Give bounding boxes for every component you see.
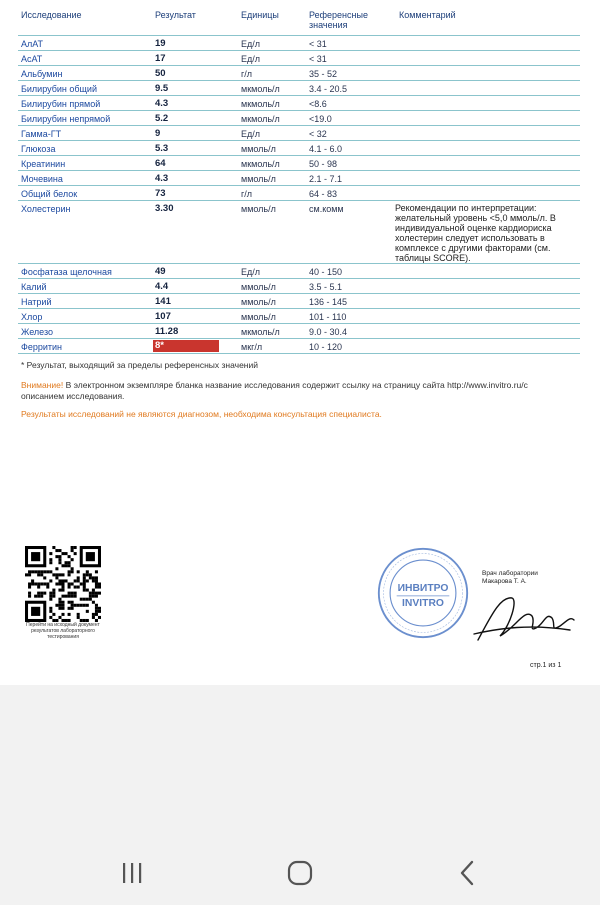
table-row xyxy=(0,279,600,294)
warning-note xyxy=(21,380,561,402)
result-comment: Рекомендации по интерпретации: желательный уровень <5,0 ммоль/л. В индивидуальной оценке кардиориска холестерин следует использовать в комплексе с другими факторами (см. таблицы SCORE). xyxy=(395,203,556,263)
result-name[interactable]: Креатинин xyxy=(21,159,66,169)
result-value: 8* xyxy=(153,340,219,352)
result-reference: 35 - 52 xyxy=(309,69,338,79)
result-unit: ммоль/л xyxy=(241,312,276,322)
result-reference: 40 - 150 xyxy=(309,267,343,277)
result-reference: < 31 xyxy=(309,54,327,64)
result-name[interactable]: Общий белок xyxy=(21,189,78,199)
result-unit: ммоль/л xyxy=(241,297,276,307)
result-unit: г/л xyxy=(241,189,253,199)
table-row xyxy=(0,66,600,81)
result-reference: см.комм xyxy=(309,204,344,214)
result-reference: 3.5 - 5.1 xyxy=(309,282,343,292)
doctor-signature xyxy=(470,588,580,648)
result-name[interactable]: Билирубин непрямой xyxy=(21,114,111,124)
result-unit: мкг/л xyxy=(241,342,263,352)
result-reference: < 31 xyxy=(309,39,327,49)
lab-stamp xyxy=(376,546,470,640)
header-units: Единицы xyxy=(241,10,279,20)
warning-text[interactable]: В электронном экземпляре бланка название исследования содержит ссылку на страницу сайта http://www.invitro.ru/с описанием исследования. xyxy=(21,380,528,401)
result-value: 3.30 xyxy=(155,203,174,214)
result-reference: < 32 xyxy=(309,129,327,139)
result-unit: мкмоль/л xyxy=(241,114,280,124)
result-unit: ммоль/л xyxy=(241,282,276,292)
result-name[interactable]: АсАТ xyxy=(21,54,43,64)
result-value: 5.2 xyxy=(155,113,169,124)
result-value: 73 xyxy=(155,188,166,199)
header-reference xyxy=(309,10,368,34)
row-divider xyxy=(18,353,580,354)
stamp-text-bottom: INVITRO xyxy=(402,598,444,610)
result-unit: мкмоль/л xyxy=(241,84,280,94)
result-value: 11.28 xyxy=(155,326,179,337)
result-value: 107 xyxy=(155,311,171,322)
header-comment: Комментарий xyxy=(399,10,456,20)
back-icon[interactable] xyxy=(448,858,488,888)
result-reference: 3.4 - 20.5 xyxy=(309,84,348,94)
table-row xyxy=(0,264,600,279)
table-row xyxy=(0,324,600,339)
result-value: 19 xyxy=(155,38,166,49)
result-unit: мкмоль/л xyxy=(241,99,280,109)
result-name[interactable]: Фосфатаза щелочная xyxy=(21,267,112,277)
result-name[interactable]: Натрий xyxy=(21,297,52,307)
result-reference: 10 - 120 xyxy=(309,342,343,352)
home-icon[interactable] xyxy=(280,858,320,888)
result-reference: 50 - 98 xyxy=(309,159,338,169)
result-reference: <8.6 xyxy=(309,99,327,109)
table-row xyxy=(0,126,600,141)
table-row xyxy=(0,186,600,201)
result-value: 4.3 xyxy=(155,173,169,184)
header-result: Результат xyxy=(155,10,196,20)
table-row xyxy=(0,156,600,171)
result-unit: г/л xyxy=(241,69,253,79)
result-unit: Ед/л xyxy=(241,54,261,64)
result-name[interactable]: Железо xyxy=(21,327,53,337)
table-row xyxy=(0,201,600,264)
result-unit: ммоль/л xyxy=(241,144,276,154)
table-row xyxy=(0,96,600,111)
result-value: 50 xyxy=(155,68,166,79)
result-value: 4.4 xyxy=(155,281,169,292)
result-value: 4.3 xyxy=(155,98,169,109)
header-reference-line1: Референсные xyxy=(309,10,368,20)
header-reference-line2: значения xyxy=(309,20,348,30)
result-value: 9 xyxy=(155,128,161,139)
result-value: 17 xyxy=(155,53,166,64)
result-unit: мкмоль/л xyxy=(241,159,280,169)
result-value: 9.5 xyxy=(155,83,169,94)
footnote: * Результат, выходящий за пределы референсных значений xyxy=(21,360,258,370)
result-value: 49 xyxy=(155,266,166,277)
result-unit: Ед/л xyxy=(241,39,261,49)
header-study: Исследование xyxy=(21,10,82,20)
result-unit: Ед/л xyxy=(241,129,261,139)
result-name[interactable]: Гамма-ГТ xyxy=(21,129,62,139)
result-name[interactable]: Хлор xyxy=(21,312,43,322)
result-name[interactable]: Глюкоза xyxy=(21,144,56,154)
table-row xyxy=(0,339,600,354)
table-row xyxy=(0,309,600,324)
result-value: 64 xyxy=(155,158,166,169)
result-reference: 4.1 - 6.0 xyxy=(309,144,343,154)
recent-apps-icon[interactable] xyxy=(112,858,152,888)
result-value: 5.3 xyxy=(155,143,169,154)
table-row xyxy=(0,111,600,126)
doctor-title: Врач лаборатории xyxy=(482,570,538,577)
table-row xyxy=(0,141,600,156)
result-reference: 2.1 - 7.1 xyxy=(309,174,343,184)
result-name[interactable]: Калий xyxy=(21,282,47,292)
result-reference: 64 - 83 xyxy=(309,189,338,199)
disclaimer: Результаты исследований не являются диагнозом, необходима консультация специалиста. xyxy=(21,409,382,419)
result-unit: ммоль/л xyxy=(241,204,276,214)
result-name[interactable]: АлАТ xyxy=(21,39,44,49)
result-unit: ммоль/л xyxy=(241,174,276,184)
result-reference: <19.0 xyxy=(309,114,332,124)
warning-label: Внимание! xyxy=(21,380,64,390)
result-name[interactable]: Билирубин прямой xyxy=(21,99,101,109)
result-reference: 136 - 145 xyxy=(309,297,348,307)
result-name[interactable]: Билирубин общий xyxy=(21,84,97,94)
result-name[interactable]: Альбумин xyxy=(21,69,63,79)
doctor-name: Макарова Т. А. xyxy=(482,578,527,585)
table-row xyxy=(0,51,600,66)
result-unit: Ед/л xyxy=(241,267,261,277)
result-value: 141 xyxy=(155,296,171,307)
qr-caption: Перейти на исходный документ результатов лабораторного тестирования xyxy=(26,622,100,640)
android-navigation-bar xyxy=(0,840,600,905)
table-row xyxy=(0,36,600,51)
result-name[interactable]: Мочевина xyxy=(21,174,63,184)
qr-code[interactable] xyxy=(25,546,101,622)
result-name[interactable]: Ферритин xyxy=(21,342,63,352)
table-row xyxy=(0,81,600,96)
stamp-text-top: ИНВИТРО xyxy=(397,583,449,595)
result-unit: мкмоль/л xyxy=(241,327,280,337)
table-row xyxy=(0,294,600,309)
page-number: стр.1 из 1 xyxy=(530,662,562,669)
result-reference: 101 - 110 xyxy=(309,312,347,322)
result-reference: 9.0 - 30.4 xyxy=(309,327,348,337)
result-name[interactable]: Холестерин xyxy=(21,204,71,214)
table-row xyxy=(0,171,600,186)
